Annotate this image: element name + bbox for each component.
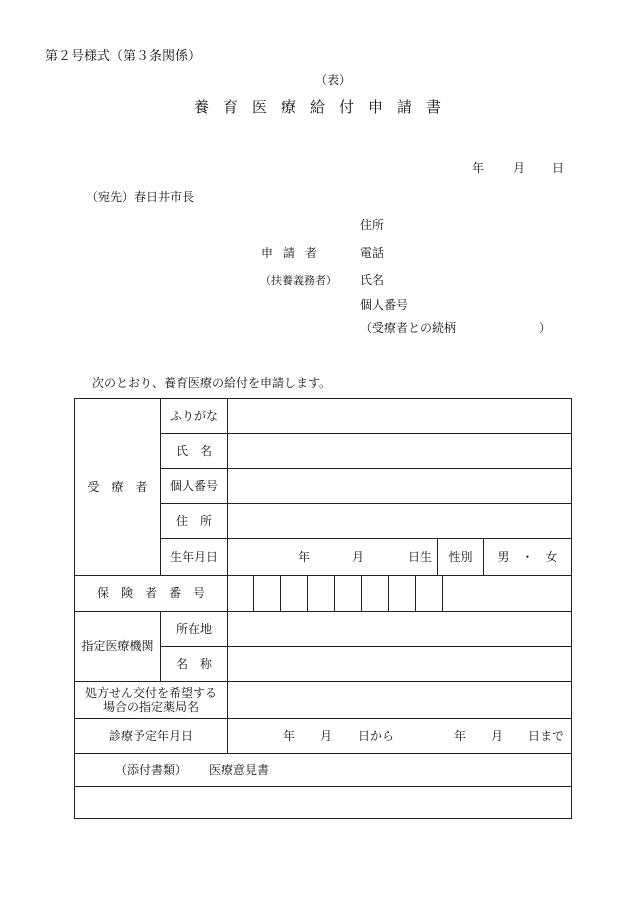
schedule-from: 日から	[358, 729, 395, 743]
schedule-label: 診療予定年月日	[75, 719, 228, 754]
insurer-digit-box[interactable]	[228, 576, 254, 611]
attachments-value: 医療意見書	[209, 763, 270, 777]
date-month-label: 月	[513, 161, 526, 175]
schedule-until: 日まで	[528, 729, 565, 743]
addressee: （宛先）春日井市長	[86, 190, 195, 204]
patient-address-label: 住 所	[161, 504, 228, 539]
insurer-digit-box[interactable]	[308, 576, 335, 611]
pharmacy-label-line2: 場合の指定薬局名	[102, 700, 199, 714]
patient-section-label: 受 療 者	[75, 399, 161, 576]
patient-personal-number-input[interactable]	[228, 469, 572, 504]
birth-day-label: 日生	[408, 550, 433, 564]
applicant-sublabel: （扶養義務者）	[260, 274, 337, 287]
pharmacy-label-line1: 処方せん交付を希望する	[84, 685, 217, 700]
schedule-month: 月	[320, 729, 333, 743]
applicant-relationship-label: （受療者との続柄	[360, 321, 457, 335]
schedule-year: 年	[283, 729, 296, 743]
applicant-name-label: 氏名	[360, 273, 385, 287]
schedule-year-2: 年	[454, 729, 467, 743]
applicant-label: 申請者	[261, 246, 328, 260]
patient-address-input[interactable]	[228, 504, 572, 539]
schedule-month-2: 月	[491, 729, 504, 743]
applicant-phone-label: 電話	[360, 246, 385, 260]
insurer-digit-box[interactable]	[389, 576, 416, 611]
date-year-label: 年	[472, 161, 485, 175]
insurer-digit-box[interactable]	[281, 576, 308, 611]
form-number: 第２号様式（第３条関係）	[45, 49, 202, 64]
applicant-relationship-close: ）	[539, 321, 552, 335]
attachments-row	[75, 754, 572, 787]
page-title: 養育医療給付申請書	[194, 98, 456, 116]
side-label: （表）	[315, 73, 352, 87]
sex-options[interactable]: 男 ・ 女	[497, 549, 558, 564]
applicant-personal-number-label: 個人番号	[360, 298, 409, 312]
institution-label: 指定医療機関	[75, 612, 161, 682]
applicant-address-label: 住所	[360, 218, 385, 232]
institution-name-label: 名 称	[161, 647, 228, 682]
birthdate-row	[228, 539, 572, 576]
pharmacy-input[interactable]	[228, 682, 572, 719]
insurer-digit-box[interactable]	[254, 576, 281, 611]
insurer-digit-box[interactable]	[416, 576, 443, 611]
insurer-number-label: 保 険 者 番 号	[75, 576, 228, 612]
patient-name-input[interactable]	[228, 434, 572, 469]
furigana-label: ふりがな	[161, 399, 228, 434]
patient-name-label: 氏 名	[161, 434, 228, 469]
furigana-input[interactable]	[228, 399, 572, 434]
pharmacy-label	[75, 682, 228, 719]
birthdate-input[interactable]	[228, 539, 438, 575]
birth-year-label: 年	[298, 550, 311, 564]
birthdate-label: 生年月日	[161, 539, 228, 576]
birth-month-label: 月	[352, 550, 365, 564]
intro-text: 次のとおり、養育医療の給付を申請します。	[92, 376, 332, 390]
application-form-table	[74, 398, 572, 819]
institution-location-input[interactable]	[228, 612, 572, 647]
institution-name-input[interactable]	[228, 647, 572, 682]
insurer-number-row	[228, 576, 572, 612]
institution-location-label: 所在地	[161, 612, 228, 647]
attachments-label: （添付書類）	[115, 763, 188, 777]
insurer-digit-box[interactable]	[362, 576, 389, 611]
insurer-number-remainder	[443, 576, 571, 611]
blank-row[interactable]	[75, 787, 572, 819]
date-day-label: 日	[552, 161, 565, 175]
schedule-input[interactable]	[228, 719, 572, 754]
patient-personal-number-label: 個人番号	[161, 469, 228, 504]
sex-label: 性別	[438, 539, 484, 575]
insurer-digit-box[interactable]	[335, 576, 362, 611]
